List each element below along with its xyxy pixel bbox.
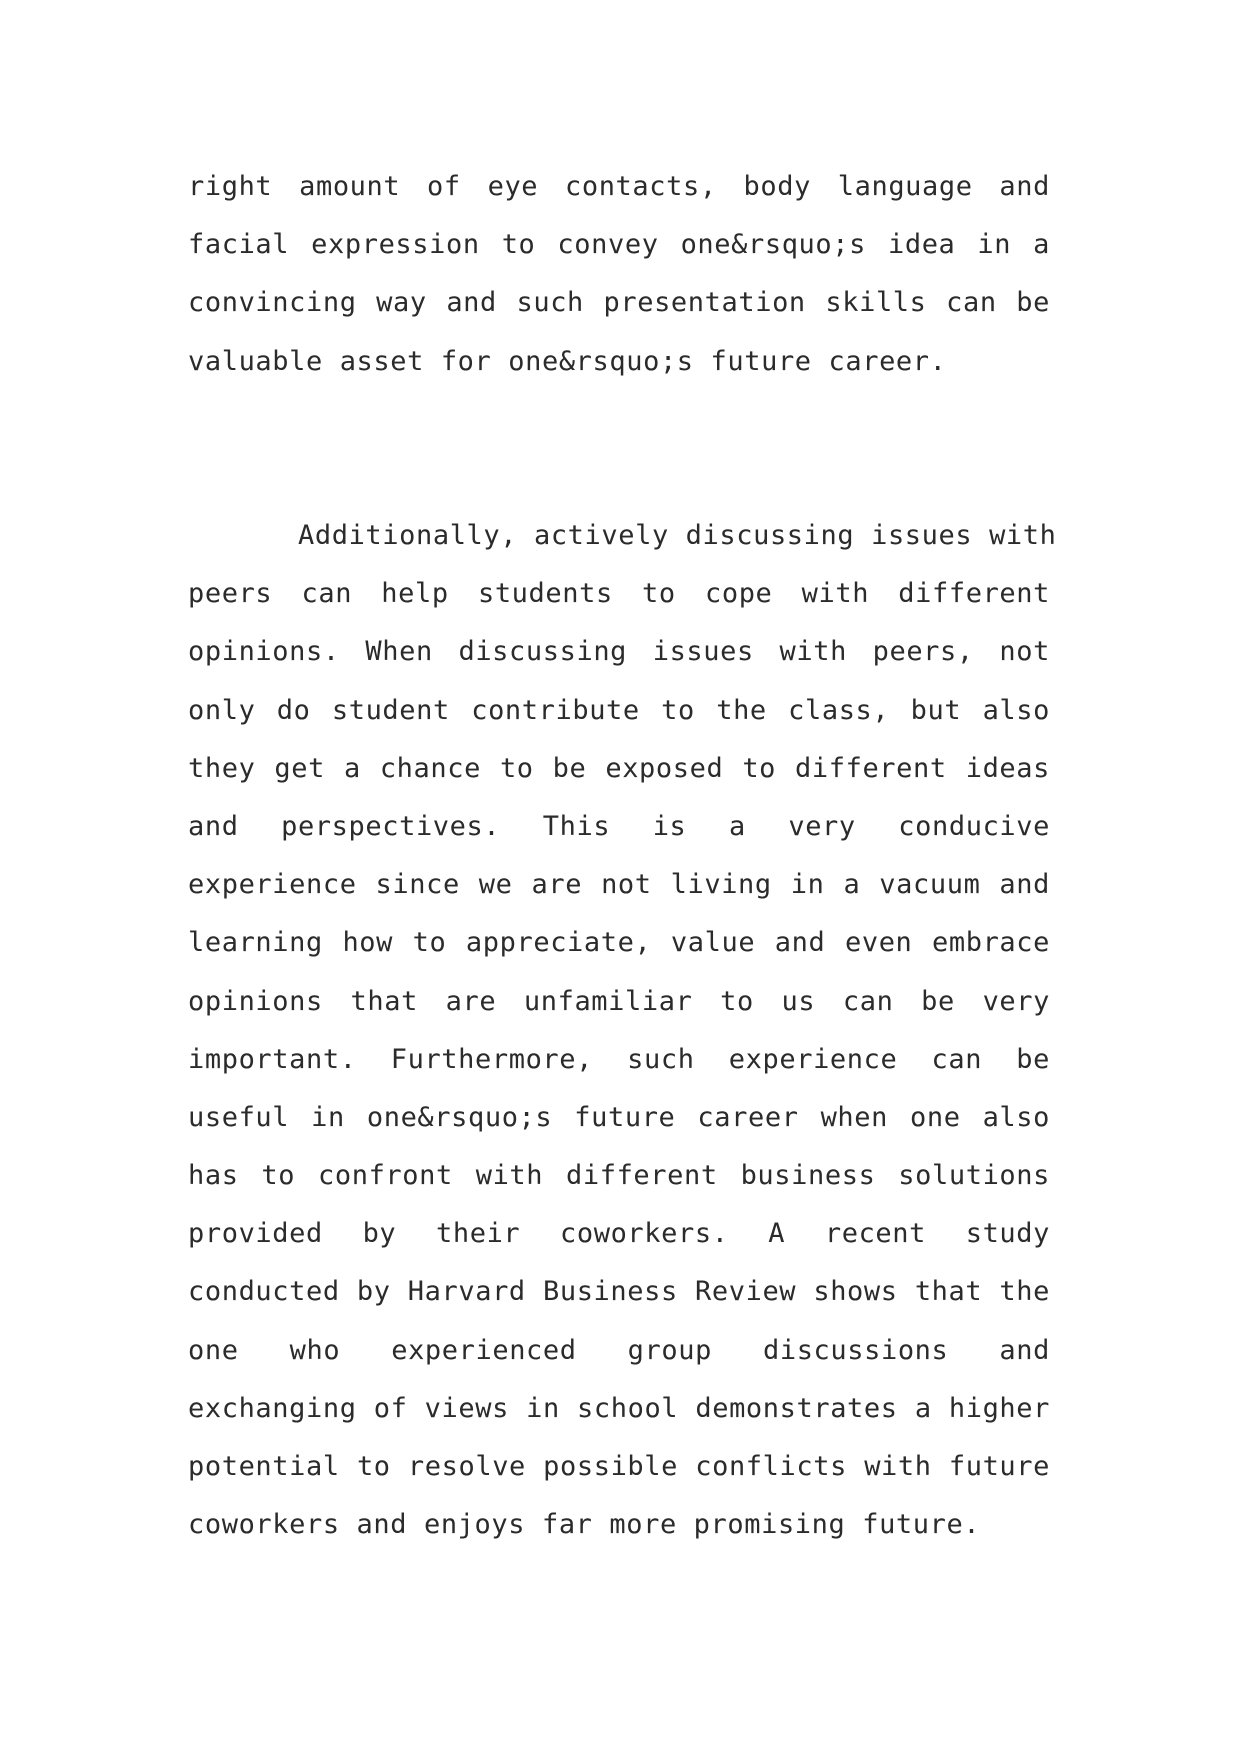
text-line: they get a chance to be exposed to different ideas [188,752,1050,784]
paragraph-discussing-issues [188,507,1057,1554]
text-line: peers can help students to cope with different [188,578,1050,610]
text-line: potential to resolve possible conflicts with future [188,1451,1050,1482]
text-line: right amount of eye contacts, body language and [188,171,1050,202]
text-line: valuable asset for one&rsquo;s future career. [188,345,947,377]
text-line: has to confront with different business solutions [188,1160,1050,1192]
text-line: learning how to appreciate, value and even embrace [188,927,1050,959]
text-line: opinions that are unfamiliar to us can be very [188,985,1050,1017]
text-line: conducted by Harvard Business Review shows that the [188,1276,1050,1308]
text-line: and perspectives. This is a very conducive [188,810,1050,842]
paragraph-presentation-skills [188,158,1050,391]
text-line: convincing way and such presentation skills can be [188,287,1050,319]
text-line: opinions. When discussing issues with peers, not [188,636,1050,668]
text-line: Additionally, actively discussing issues with [298,520,1057,551]
text-line: one who experienced group discussions and [188,1334,1050,1366]
text-line: experience since we are not living in a vacuum and [188,869,1050,901]
text-line: provided by their coworkers. A recent study [188,1218,1050,1250]
text-line: only do student contribute to the class, but also [188,694,1050,726]
text-line: important. Furthermore, such experience can be [188,1043,1050,1075]
text-line: useful in one&rsquo;s future career when one also [188,1101,1050,1133]
text-line: facial expression to convey one&rsquo;s idea in a [188,229,1050,261]
text-line: coworkers and enjoys far more promising future. [188,1509,981,1541]
text-line: exchanging of views in school demonstrates a higher [188,1392,1050,1424]
